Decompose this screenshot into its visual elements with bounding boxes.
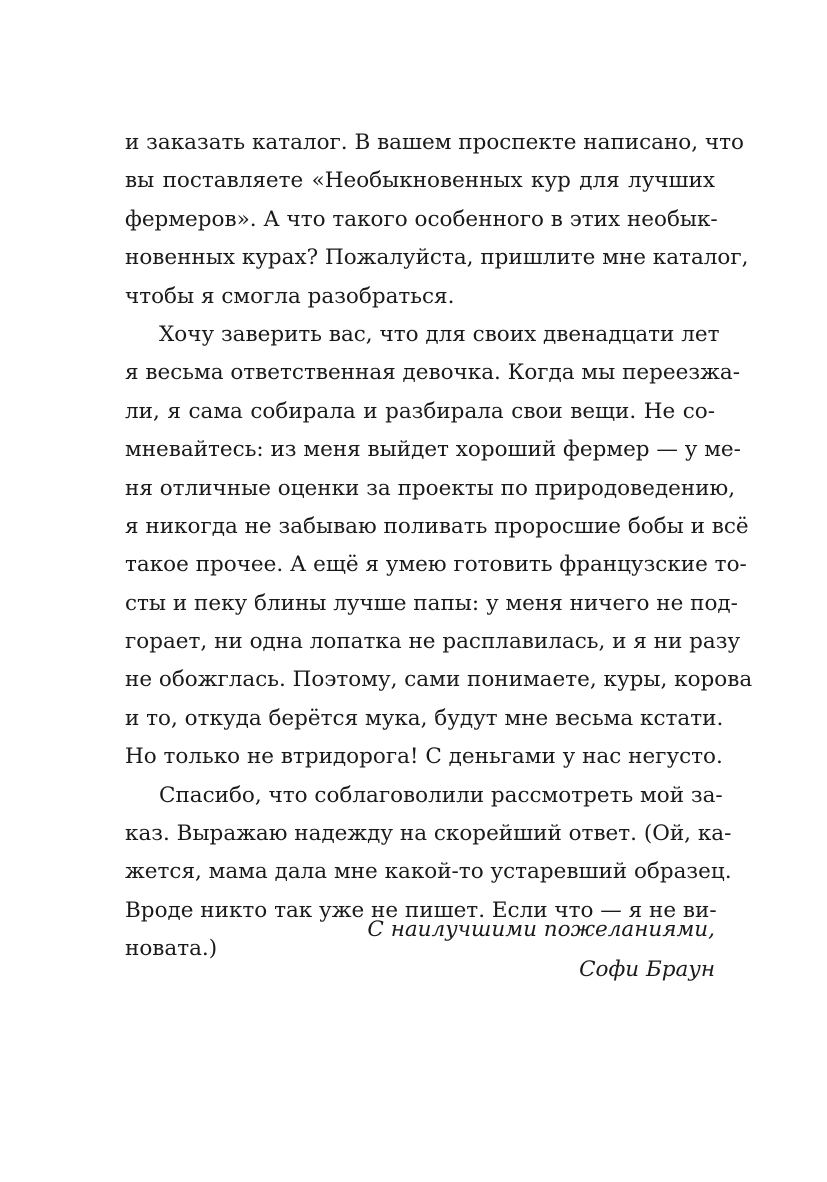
text-line: и то, откуда берётся мука, будут мне весьма кстати. [125,705,724,731]
text-line: Но только не втридорога! С деньгами у нас негусто. [125,744,723,770]
text-line: фермеров». А что такого особенного в этих необык- [125,206,718,232]
letter-signoff [367,910,715,990]
text-line: Хочу заверить вас, что для своих двенадцати лет [159,321,720,347]
text-line: сты и пеку блины лучше папы: у меня ничего не под- [125,590,738,616]
text-line: новенных курах? Пожалуйста, пришлите мне каталог, [125,245,749,271]
letter-body [125,124,753,969]
text-line: Вроде никто так уже не пишет. Если что — я не ви- [125,897,717,923]
text-line: Спасибо, что соблаговолили рассмотреть мой за- [159,782,723,808]
text-line: горает, ни одна лопатка не расплавилась, и я ни разу [125,629,741,655]
text-line: вы поставляете «Необыкновенных кур для лучших [125,168,715,194]
text-line: ли, я сама собирала и разбирала свои вещи. Не со- [125,398,715,424]
text-line: чтобы я смогла разобраться. [125,283,455,309]
text-line: ня отличные оценки за проекты по природоведению, [125,475,736,501]
text-line: я весьма ответственная девочка. Когда мы переезжа- [125,360,740,386]
text-line: жется, мама дала мне какой-то устаревший образец. [125,859,732,885]
text-line: я никогда не забываю поливать проросшие бобы и всё [125,513,749,539]
text-line: такое прочее. А ещё я умею готовить французские то- [125,552,747,578]
signature: Софи Браун [579,957,715,982]
closing-phrase: С наилучшими пожеланиями, [367,917,715,942]
text-line: не обожглась. Поэтому, сами понимаете, куры, корова [125,667,753,693]
text-line: новата.) [125,936,218,962]
paragraph-2 [125,316,753,777]
text-line: и заказать каталог. В вашем проспекте написано, что [125,130,744,155]
text-line: каз. Выражаю надежду на скорейший ответ. (Ой, ка- [125,821,732,847]
paragraph-1 [125,124,749,316]
text-line: мневайтесь: из меня выйдет хороший фермер — у ме- [125,437,741,463]
